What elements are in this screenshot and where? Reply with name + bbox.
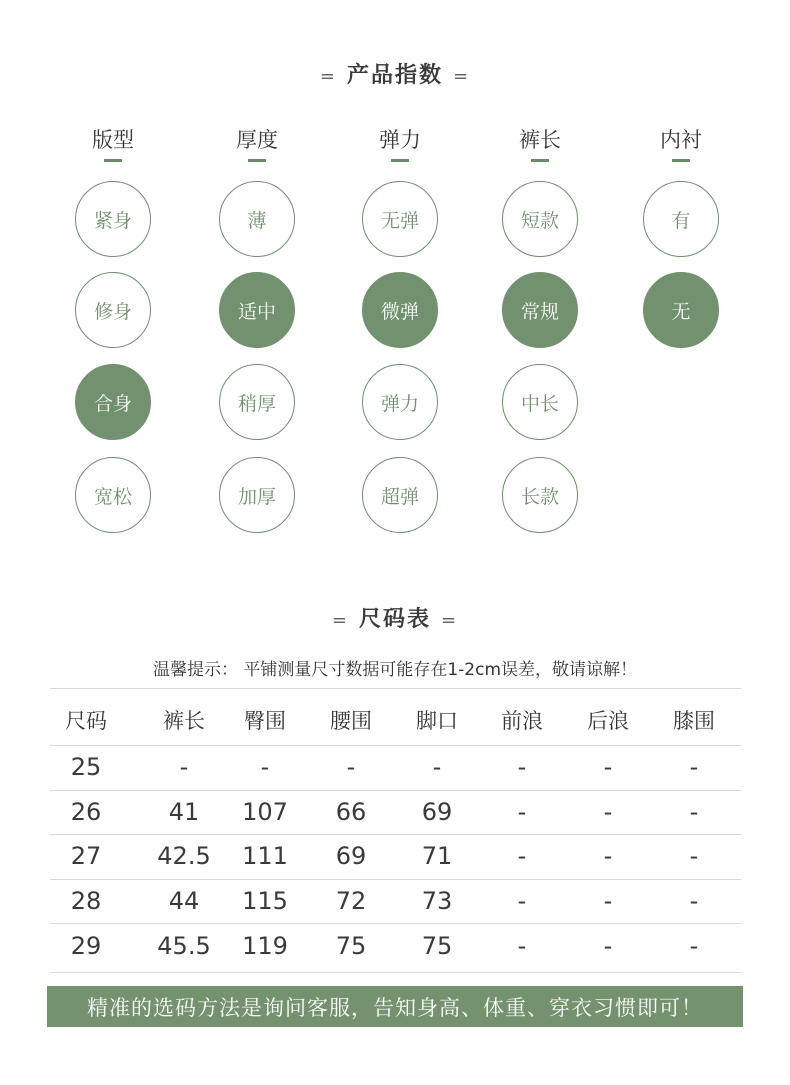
table-rule — [50, 834, 741, 835]
option-circle: 修身 — [75, 272, 151, 348]
option-circle: 宽松 — [75, 457, 151, 533]
table-cell: 45.5 — [157, 932, 211, 960]
option-circle-selected: 微弹 — [362, 272, 438, 348]
table-cell: 71 — [421, 842, 453, 870]
option-circle: 超弹 — [362, 457, 438, 533]
table-cell: 69 — [421, 798, 453, 826]
option-circle: 薄 — [219, 181, 295, 257]
table-rule — [50, 790, 741, 791]
table-rule — [50, 923, 741, 924]
table-cell: 119 — [242, 932, 288, 960]
footer-banner: 精准的选码方法是询问客服，告知身高、体重、穿衣习惯即可！ — [47, 986, 743, 1027]
option-circle-selected: 合身 — [75, 364, 151, 440]
table-cell: 107 — [242, 798, 288, 826]
table-cell: 75 — [335, 932, 367, 960]
table-cell: - — [689, 842, 699, 870]
table-cell: - — [517, 798, 527, 826]
table-cell: - — [603, 798, 613, 826]
option-circle: 中长 — [502, 364, 578, 440]
table-cell: 75 — [421, 932, 453, 960]
column-header: 弹力 — [379, 128, 421, 152]
option-circle-selected: 无 — [643, 272, 719, 348]
table-cell: - — [179, 753, 189, 781]
table-rule — [50, 688, 741, 689]
deco-left: = — [331, 610, 349, 631]
table-cell: 28 — [70, 887, 102, 915]
table-cell: - — [603, 842, 613, 870]
table-cell: - — [517, 842, 527, 870]
deco-left: = — [319, 66, 337, 87]
option-circle: 无弹 — [362, 181, 438, 257]
column-header: 版型 — [92, 128, 134, 152]
table-rule — [50, 745, 741, 746]
column-header: 内衬 — [660, 128, 702, 152]
option-circle: 加厚 — [219, 457, 295, 533]
table-cell: - — [603, 753, 613, 781]
size-chart-title — [0, 602, 790, 633]
column-underline — [672, 159, 690, 162]
table-cell: - — [603, 887, 613, 915]
option-circle: 短款 — [502, 181, 578, 257]
table-cell: - — [260, 753, 270, 781]
column-underline — [531, 159, 549, 162]
table-cell: 66 — [335, 798, 367, 826]
option-circle: 有 — [643, 181, 719, 257]
table-header-cell: 后浪 — [587, 709, 629, 733]
option-circle: 紧身 — [75, 181, 151, 257]
table-cell: - — [689, 887, 699, 915]
option-circle-selected: 适中 — [219, 272, 295, 348]
table-cell: 69 — [335, 842, 367, 870]
table-header-cell: 尺码 — [65, 709, 107, 733]
table-cell: 26 — [70, 798, 102, 826]
table-rule — [50, 972, 741, 973]
table-cell: - — [517, 887, 527, 915]
column-header: 裤长 — [519, 128, 561, 152]
table-header-cell: 前浪 — [501, 709, 543, 733]
table-cell: 111 — [242, 842, 288, 870]
column-header: 厚度 — [236, 128, 278, 152]
table-cell: - — [689, 932, 699, 960]
table-cell: 115 — [242, 887, 288, 915]
table-cell: 27 — [70, 842, 102, 870]
table-cell: 73 — [421, 887, 453, 915]
column-underline — [391, 159, 409, 162]
product-index-title-text: 产品指数 — [346, 63, 443, 88]
table-cell: 42.5 — [157, 842, 211, 870]
option-circle: 稍厚 — [219, 364, 295, 440]
table-cell: - — [689, 798, 699, 826]
table-cell: 44 — [168, 887, 200, 915]
size-chart-title-text: 尺码表 — [358, 607, 431, 632]
option-circle: 弹力 — [362, 364, 438, 440]
table-cell: - — [517, 932, 527, 960]
table-header-cell: 臀围 — [244, 709, 286, 733]
table-cell: 25 — [70, 753, 102, 781]
size-note: 温馨提示： 平铺测量尺寸数据可能存在1-2cm误差，敬请谅解！ — [152, 660, 638, 680]
table-header-cell: 裤长 — [163, 709, 205, 733]
table-cell: - — [689, 753, 699, 781]
table-rule — [50, 879, 741, 880]
table-cell: - — [603, 932, 613, 960]
table-cell: - — [517, 753, 527, 781]
table-header-cell: 膝围 — [673, 709, 715, 733]
table-cell: - — [432, 753, 442, 781]
option-circle: 长款 — [502, 457, 578, 533]
deco-right: = — [453, 66, 471, 87]
table-cell: 29 — [70, 932, 102, 960]
deco-right: = — [441, 610, 459, 631]
option-circle-selected: 常规 — [502, 272, 578, 348]
product-index-title — [0, 58, 790, 89]
table-cell: - — [346, 753, 356, 781]
column-underline — [248, 159, 266, 162]
table-header-cell: 脚口 — [416, 709, 458, 733]
table-header-cell: 腰围 — [330, 709, 372, 733]
column-underline — [104, 159, 122, 162]
table-cell: 41 — [168, 798, 200, 826]
table-cell: 72 — [335, 887, 367, 915]
